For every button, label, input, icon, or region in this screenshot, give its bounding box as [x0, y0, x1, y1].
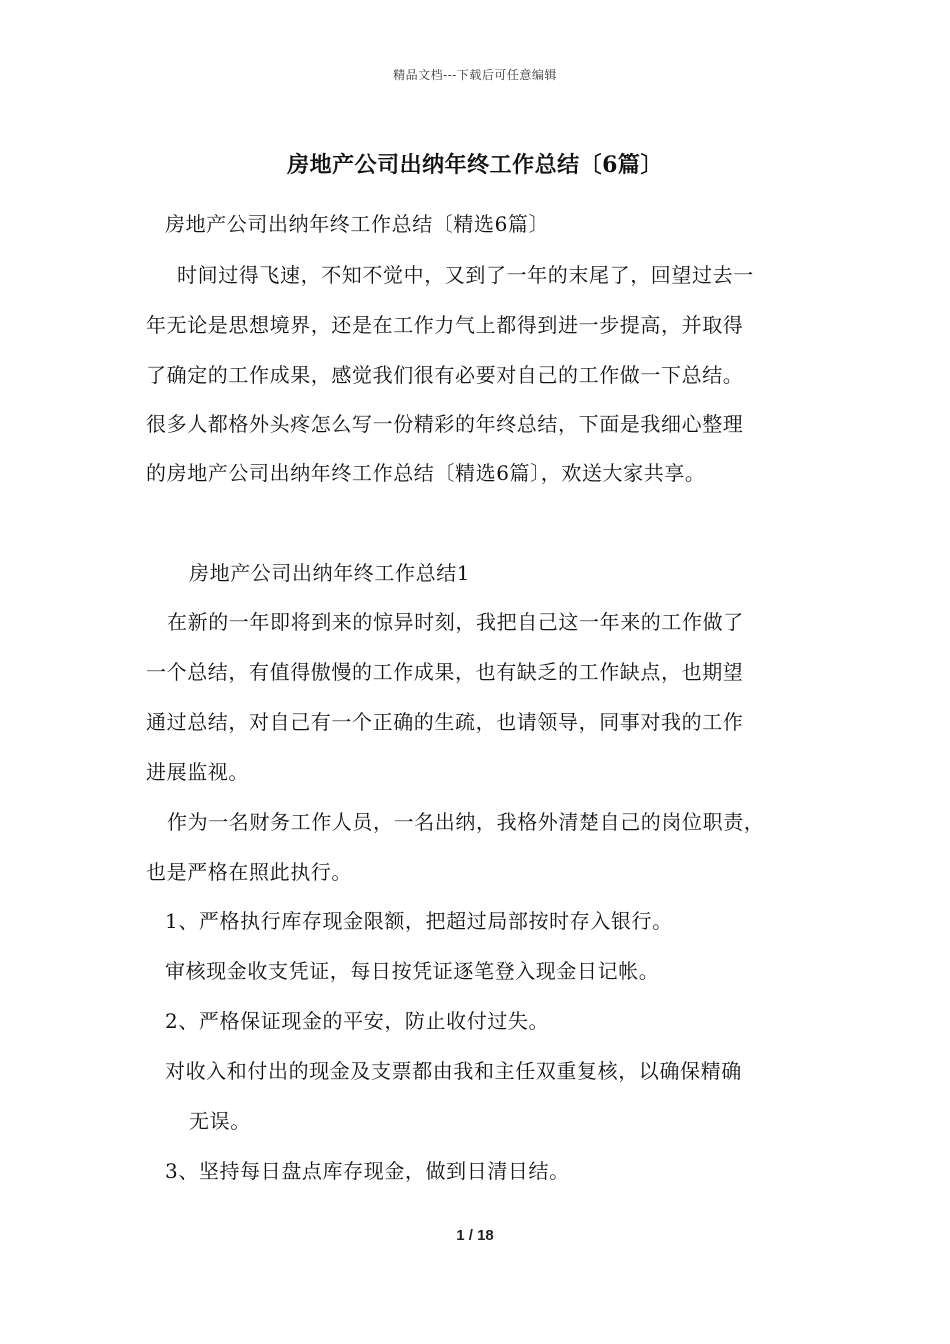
section-heading: 房地产公司出纳年终工作总结1: [189, 561, 471, 585]
list-item: 2、严格保证现金的平安，防止收付过失。: [165, 1009, 550, 1033]
document-title: 房地产公司出纳年终工作总结〔6篇〕: [287, 152, 663, 178]
intro-line: 了确定的工作成果，感觉我们很有必要对自己的工作做一下总结。: [146, 363, 744, 387]
paragraph-line: 进展监视。: [146, 760, 249, 784]
list-item: 1、严格执行库存现金限额，把超过局部按时存入银行。: [165, 909, 673, 933]
page-header: 精品文档---下载后可任意编辑: [393, 68, 557, 82]
list-item: 审核现金收支凭证，每日按凭证逐笔登入现金日记帐。: [165, 959, 660, 983]
intro-line: 的房地产公司出纳年终工作总结〔精选6篇〕，欢送大家共享。: [146, 461, 706, 485]
paragraph-line: 也是严格在照此执行。: [146, 860, 352, 884]
page-number: 1 / 18: [456, 1227, 494, 1244]
list-item: 3、坚持每日盘点库存现金，做到日清日结。: [165, 1159, 570, 1183]
document-subtitle: 房地产公司出纳年终工作总结〔精选6篇〕: [165, 212, 550, 236]
paragraph-line: 一个总结，有值得傲慢的工作成果，也有缺乏的工作缺点，也期望: [146, 660, 744, 684]
list-item: 对收入和付出的现金及支票都由我和主任双重复核，以确保精确: [165, 1059, 742, 1083]
paragraph-line: 作为一名财务工作人员，一名出纳，我格外清楚自己的岗位职责，: [167, 810, 765, 834]
intro-line: 年无论是思想境界，还是在工作力气上都得到进一步提高，并取得: [146, 313, 744, 337]
paragraph-line: 在新的一年即将到来的惊异时刻，我把自己这一年来的工作做了: [167, 610, 744, 634]
list-item: 无误。: [189, 1109, 251, 1133]
paragraph-line: 通过总结，对自己有一个正确的生疏，也请领导，同事对我的工作: [146, 710, 744, 734]
intro-line: 很多人都格外头疼怎么写一份精彩的年终总结，下面是我细心整理: [146, 412, 744, 436]
intro-line: 时间过得飞速，不知不觉中，又到了一年的末尾了，回望过去一: [177, 263, 754, 287]
